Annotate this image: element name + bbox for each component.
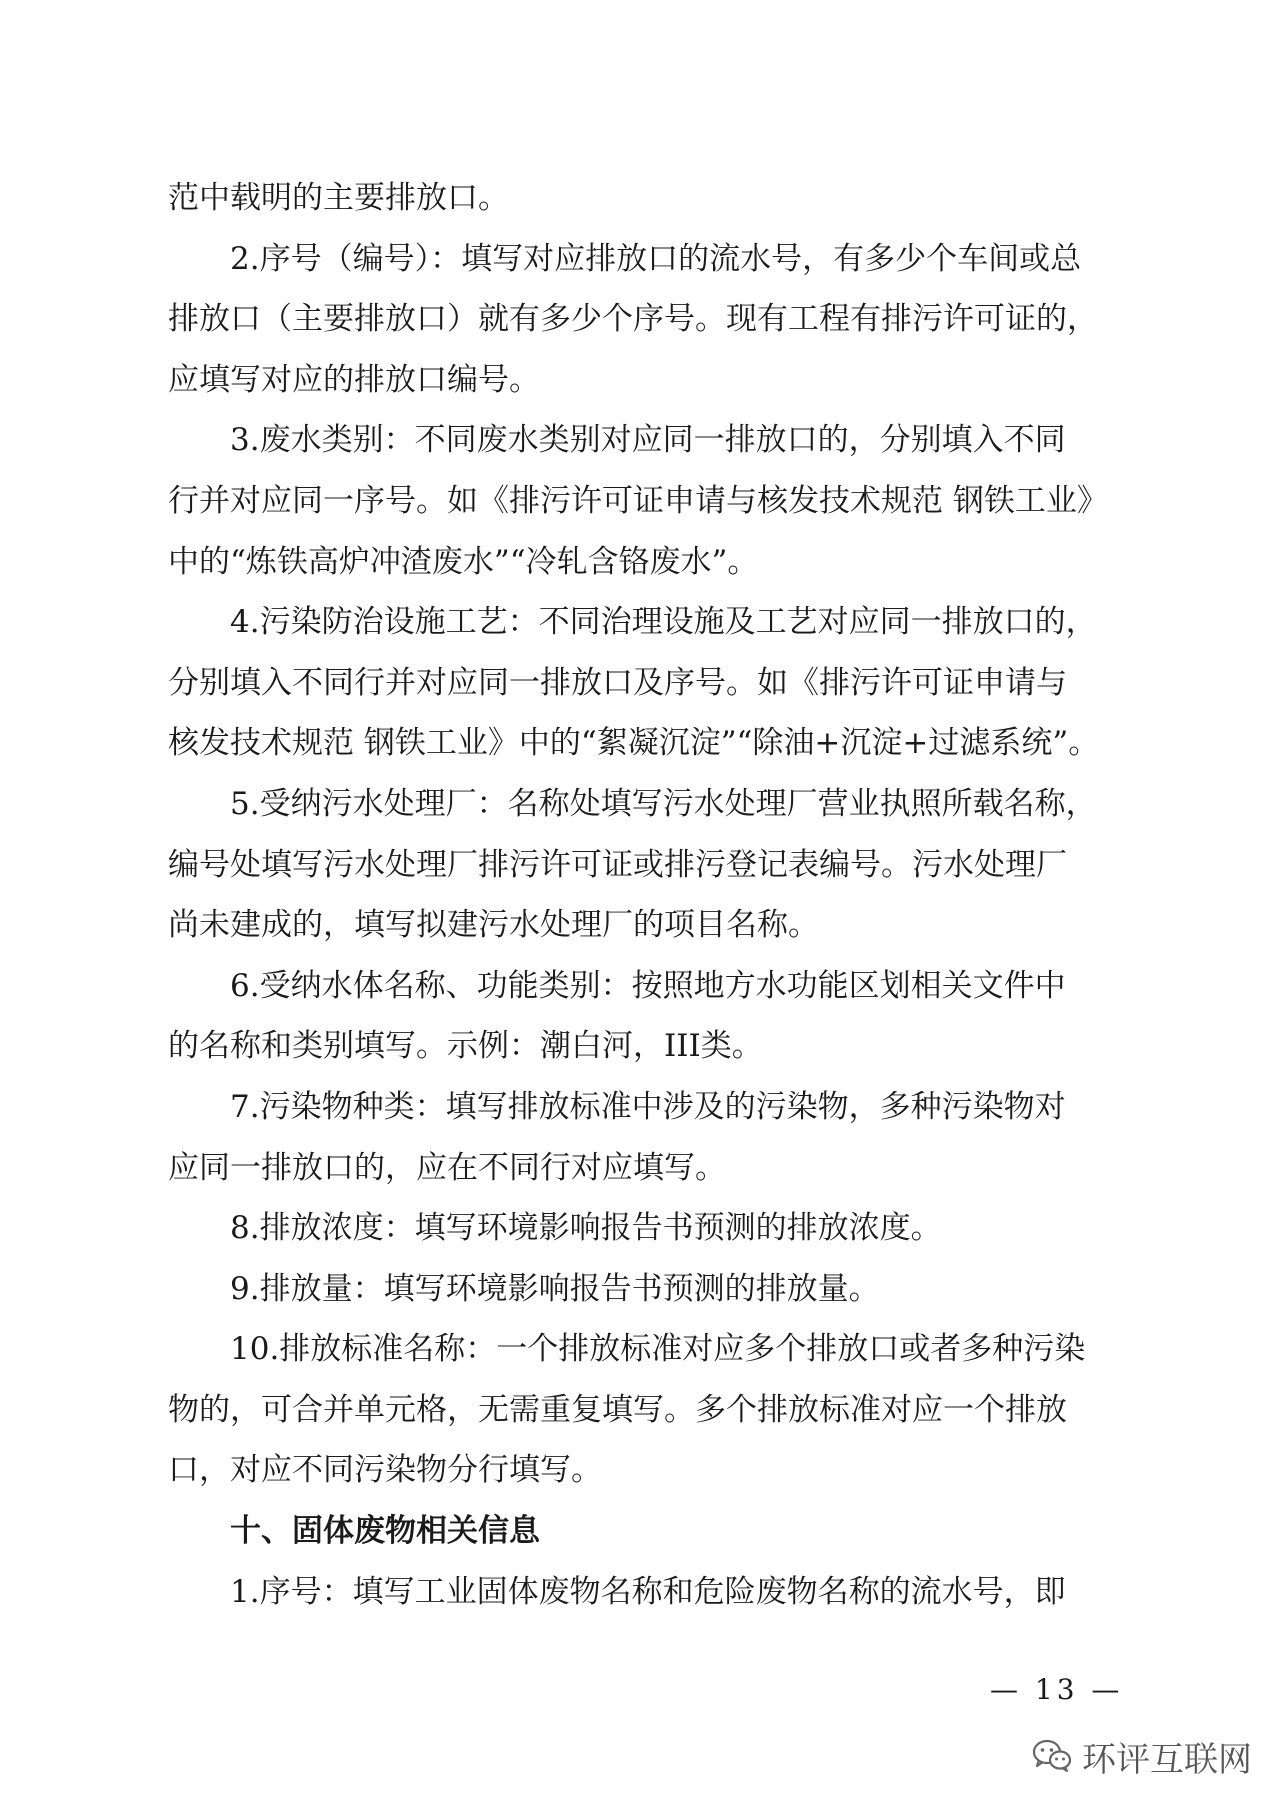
text-line: 行并对应同一序号。如《排污许可证申请与核发技术规范 钢铁工业》 bbox=[168, 482, 1108, 519]
text-line: 6.受纳水体名称、功能类别：按照地方水功能区划相关文件中 bbox=[230, 967, 1066, 1004]
watermark-text: 环评互联网 bbox=[1082, 1739, 1252, 1780]
text-line: 物的，可合并单元格，无需重复填写。多个排放标准对应一个排放 bbox=[168, 1391, 1067, 1428]
text-line: 3.废水类别：不同废水类别对应同一排放口的，分别填入不同 bbox=[230, 422, 1066, 459]
text-line: 9.排放量：填写环境影响报告书预测的排放量。 bbox=[230, 1270, 880, 1307]
section-heading: 十、固体废物相关信息 bbox=[230, 1513, 540, 1550]
text-line: 分别填入不同行并对应同一排放口及序号。如《排污许可证申请与 bbox=[168, 664, 1067, 701]
text-line: 10.排放标准名称：一个排放标准对应多个排放口或者多种污染 bbox=[230, 1331, 1086, 1368]
text-line: 的名称和类别填写。示例：潮白河，III类。 bbox=[168, 1028, 763, 1065]
text-line: 8.排放浓度：填写环境影响报告书预测的排放浓度。 bbox=[230, 1210, 942, 1247]
text-line: 口，对应不同污染物分行填写。 bbox=[168, 1452, 602, 1489]
text-line: 中的“炼铁高炉冲渣废水”“冷轧含铬废水”。 bbox=[168, 543, 759, 580]
text-line: 应同一排放口的，应在不同行对应填写。 bbox=[168, 1149, 726, 1186]
wechat-icon bbox=[1032, 1739, 1072, 1773]
text-line: 应填写对应的排放口编号。 bbox=[168, 361, 540, 398]
text-line: 编号处填写污水处理厂排污许可证或排污登记表编号。污水处理厂 bbox=[168, 846, 1067, 883]
text-line: 尚未建成的，填写拟建污水处理厂的项目名称。 bbox=[168, 907, 819, 944]
text-line: 4.污染防治设施工艺：不同治理设施及工艺对应同一排放口的， bbox=[230, 604, 1097, 641]
document-body bbox=[168, 168, 1128, 1622]
text-line: 2.序号（编号）：填写对应排放口的流水号，有多少个车间或总 bbox=[230, 240, 1082, 277]
watermark bbox=[1032, 1728, 1252, 1784]
text-line: 核发技术规范 钢铁工业》中的“絮凝沉淀”“除油+沉淀+过滤系统”。 bbox=[168, 725, 1100, 762]
text-line: 1.序号：填写工业固体废物名称和危险废物名称的流水号，即 bbox=[230, 1573, 1066, 1610]
text-line: 5.受纳污水处理厂：名称处填写污水处理厂营业执照所载名称， bbox=[230, 785, 1097, 822]
text-line: 排放口（主要排放口）就有多少个序号。现有工程有排污许可证的， bbox=[168, 301, 1098, 338]
text-line: 范中载明的主要排放口。 bbox=[168, 180, 509, 216]
page-number: — 13 — bbox=[990, 1673, 1124, 1706]
text-line: 7.污染物种类：填写排放标准中涉及的污染物，多种污染物对 bbox=[230, 1088, 1066, 1125]
